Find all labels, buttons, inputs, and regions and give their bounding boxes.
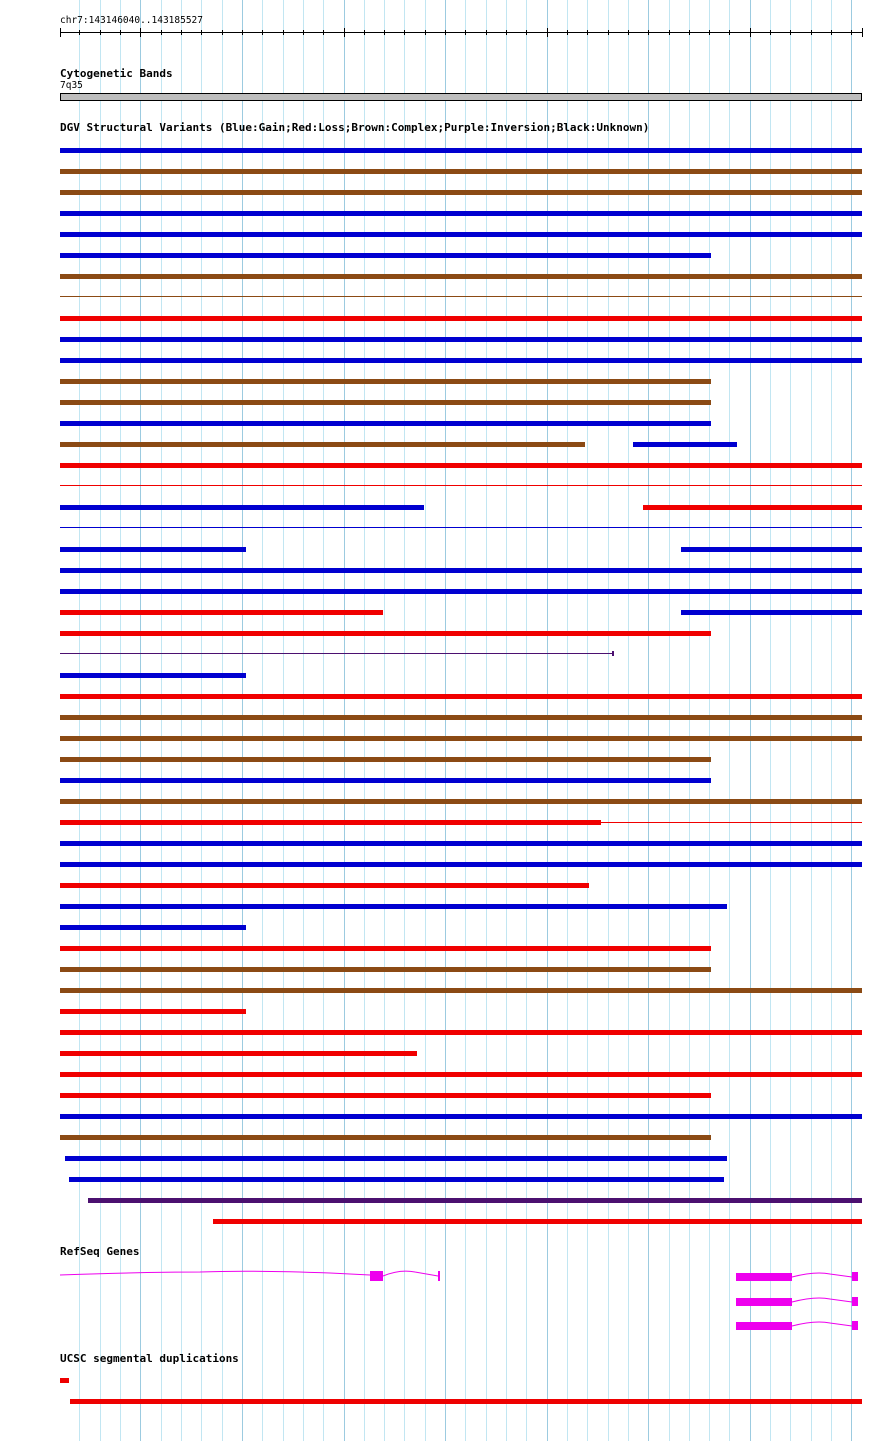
segdup-bar[interactable] — [70, 1399, 862, 1404]
ruler-location: chr7:143146040..143185527 — [60, 15, 203, 26]
segdup-bar[interactable] — [60, 1378, 69, 1383]
gene-exon — [852, 1272, 858, 1281]
gene-exon — [736, 1298, 792, 1306]
cytoband-label: 7q35 — [60, 80, 83, 91]
segdup-track-title: UCSC segmental duplications — [60, 1352, 239, 1365]
gene-exon — [852, 1297, 858, 1306]
gene-intron — [792, 1322, 852, 1326]
gene-exon — [736, 1322, 792, 1330]
gene-exon — [370, 1271, 383, 1281]
gene-exon — [736, 1273, 792, 1281]
gene-intron — [792, 1273, 852, 1277]
cytoband-track-title: Cytogenetic Bands — [60, 67, 173, 80]
gene-intron — [792, 1298, 852, 1302]
refseq-track-title: RefSeq Genes — [60, 1245, 140, 1258]
dgv-track-title: DGV Structural Variants (Blue:Gain;Red:Loss;Brown:Complex;Purple:Inversion;Black:Unknown) — [60, 121, 650, 134]
gene-intron — [383, 1271, 438, 1276]
gene-intron — [60, 1271, 370, 1275]
gene-exon — [852, 1321, 858, 1330]
gene-exon — [438, 1271, 440, 1281]
